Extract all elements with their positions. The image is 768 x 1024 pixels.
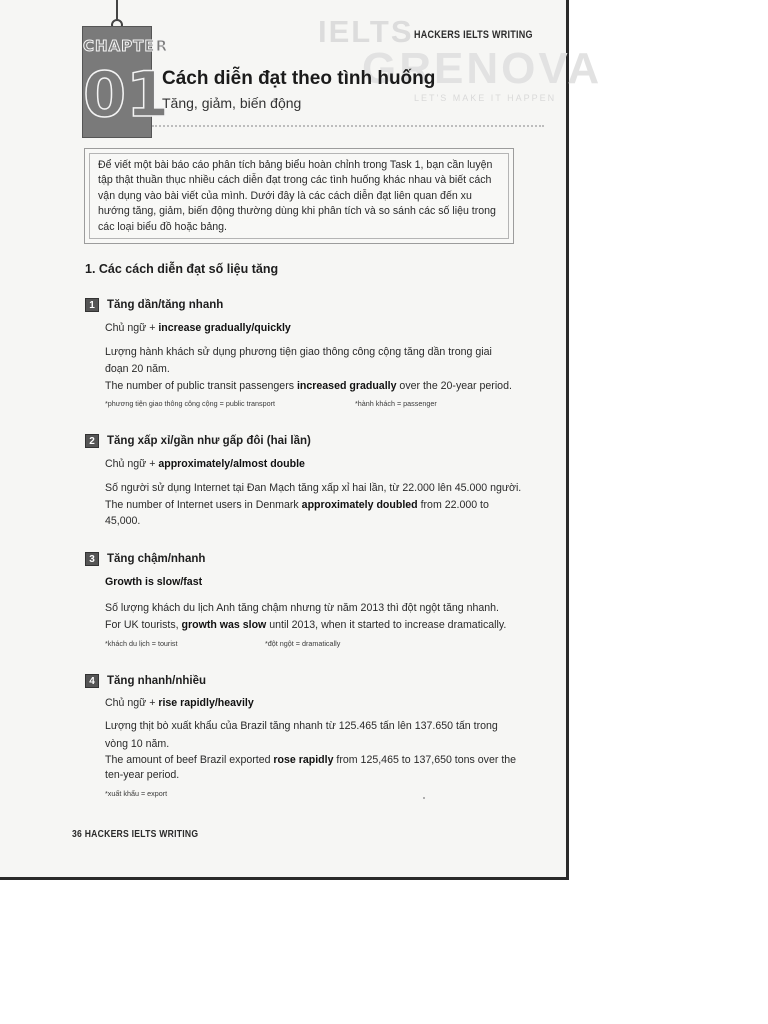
chapter-word: CHAPTER (83, 37, 169, 55)
intro-line: tập thật thuần thục nhiều cách diễn đạt trong các tình huống khác nhau và biết cách (98, 174, 492, 187)
series-tag: HACKERS IELTS WRITING (414, 29, 533, 41)
intro-line: vận dụng vào bài viết của mình. Dưới đây là các cách diễn đạt liên quan đến xu (98, 189, 472, 202)
item-number-badge: 1 (85, 298, 99, 312)
pattern-line (105, 697, 254, 709)
page-footer (72, 828, 198, 840)
pattern-line (105, 458, 305, 470)
item-heading (85, 674, 206, 688)
en-text: over the 20-year period. (396, 380, 512, 392)
vi-example: Số lượng khách du lịch Anh tăng chậm nhưng từ năm 2013 thì đột ngột tăng nhanh. (105, 602, 499, 614)
vi-example: đoạn 20 năm. (105, 363, 170, 375)
item-heading (85, 552, 205, 566)
vocab-note: *đột ngột = dramatically (265, 639, 341, 648)
watermark-ielts: IELTS (318, 14, 414, 49)
item-heading (85, 434, 311, 448)
en-highlight: increased gradually (296, 380, 397, 392)
pattern-prefix: Chủ ngữ + (105, 458, 159, 470)
pattern-bold: rise rapidly/heavily (158, 697, 254, 709)
watermark-brand: GRENOVA (362, 44, 603, 93)
item-heading (85, 298, 223, 312)
watermark-slogan: LET'S MAKE IT HAPPEN (414, 93, 557, 103)
vi-example: Số người sử dụng Internet tại Đan Mạch tăng xấp xỉ hai lần, từ 22.000 lên 45.000 người. (105, 482, 522, 494)
en-text: from 125,465 to 137,650 tons over the (333, 754, 517, 766)
section-title: 1. Các cách diễn đạt số liệu tăng (85, 262, 279, 276)
pattern-line (105, 576, 202, 588)
item-title: Tăng chậm/nhanh (107, 553, 206, 565)
vi-example: Lượng hành khách sử dụng phương tiện giao thông công cộng tăng dần trong giai (105, 346, 492, 358)
footer-series: HACKERS IELTS WRITING (84, 828, 199, 840)
vocab-note: *hành khách = passenger (355, 399, 437, 408)
chapter-number: 01 (83, 58, 170, 131)
dotted-divider (152, 125, 544, 127)
en-highlight: growth was slow (181, 619, 267, 631)
pattern-line (105, 322, 291, 334)
en-example (105, 499, 489, 511)
pattern-prefix: Chủ ngữ + (105, 697, 159, 709)
en-example (105, 619, 506, 631)
vocab-note: *phương tiện giao thông công cộng = public transport (105, 399, 275, 408)
item-title: Tăng xấp xỉ/gần như gấp đôi (hai lần) (107, 435, 311, 447)
item-title: Tăng dần/tăng nhanh (107, 299, 224, 311)
en-highlight: approximately doubled (301, 499, 418, 511)
pattern-bold: approximately/almost double (158, 458, 305, 470)
vi-example: vòng 10 năm. (105, 738, 170, 750)
intro-box (84, 148, 514, 244)
scan-speck (423, 797, 425, 799)
chapter-subtitle: Tăng, giảm, biến động (162, 95, 302, 111)
en-highlight: rose rapidly (273, 754, 334, 766)
item-number-badge: 2 (85, 434, 99, 448)
pattern-bold: Growth is slow/fast (105, 576, 203, 588)
pattern-bold: increase gradually/quickly (158, 322, 291, 334)
intro-text (89, 153, 509, 239)
item-number-badge: 4 (85, 674, 99, 688)
en-example: 45,000. (105, 515, 141, 527)
en-example (105, 754, 516, 766)
en-text: until 2013, when it started to increase dramatically. (266, 619, 507, 631)
intro-line: các loại biểu đồ hoặc bảng. (98, 220, 227, 233)
en-text: The amount of beef Brazil exported (105, 754, 274, 766)
chapter-badge (82, 26, 170, 138)
intro-line: hướng tăng, giảm, biến động thường dùng khi phân tích và so sánh các số liệu trong (98, 205, 496, 218)
en-text: For UK tourists, (105, 619, 182, 631)
chapter-title: Cách diễn đạt theo tình huống (162, 68, 436, 89)
pattern-prefix: Chủ ngữ + (105, 322, 159, 334)
item-title: Tăng nhanh/nhiều (107, 675, 207, 687)
vocab-note: *xuất khẩu = export (105, 789, 168, 798)
en-text: The number of public transit passengers (105, 380, 297, 392)
page-number: 36 (72, 828, 83, 840)
vocab-note: *khách du lịch = tourist (105, 639, 178, 648)
en-text: The number of Internet users in Denmark (105, 499, 302, 511)
en-example: ten-year period. (105, 769, 180, 781)
en-example (105, 380, 512, 392)
item-number-badge: 3 (85, 552, 99, 566)
intro-line: Để viết một bài báo cáo phân tích bảng biểu hoàn chỉnh trong Task 1, bạn cần luyện (98, 159, 493, 171)
vi-example: Lượng thịt bò xuất khẩu của Brazil tăng nhanh từ 125.465 tấn lên 137.650 tấn trong (105, 720, 498, 732)
en-text: from 22.000 to (417, 499, 489, 511)
